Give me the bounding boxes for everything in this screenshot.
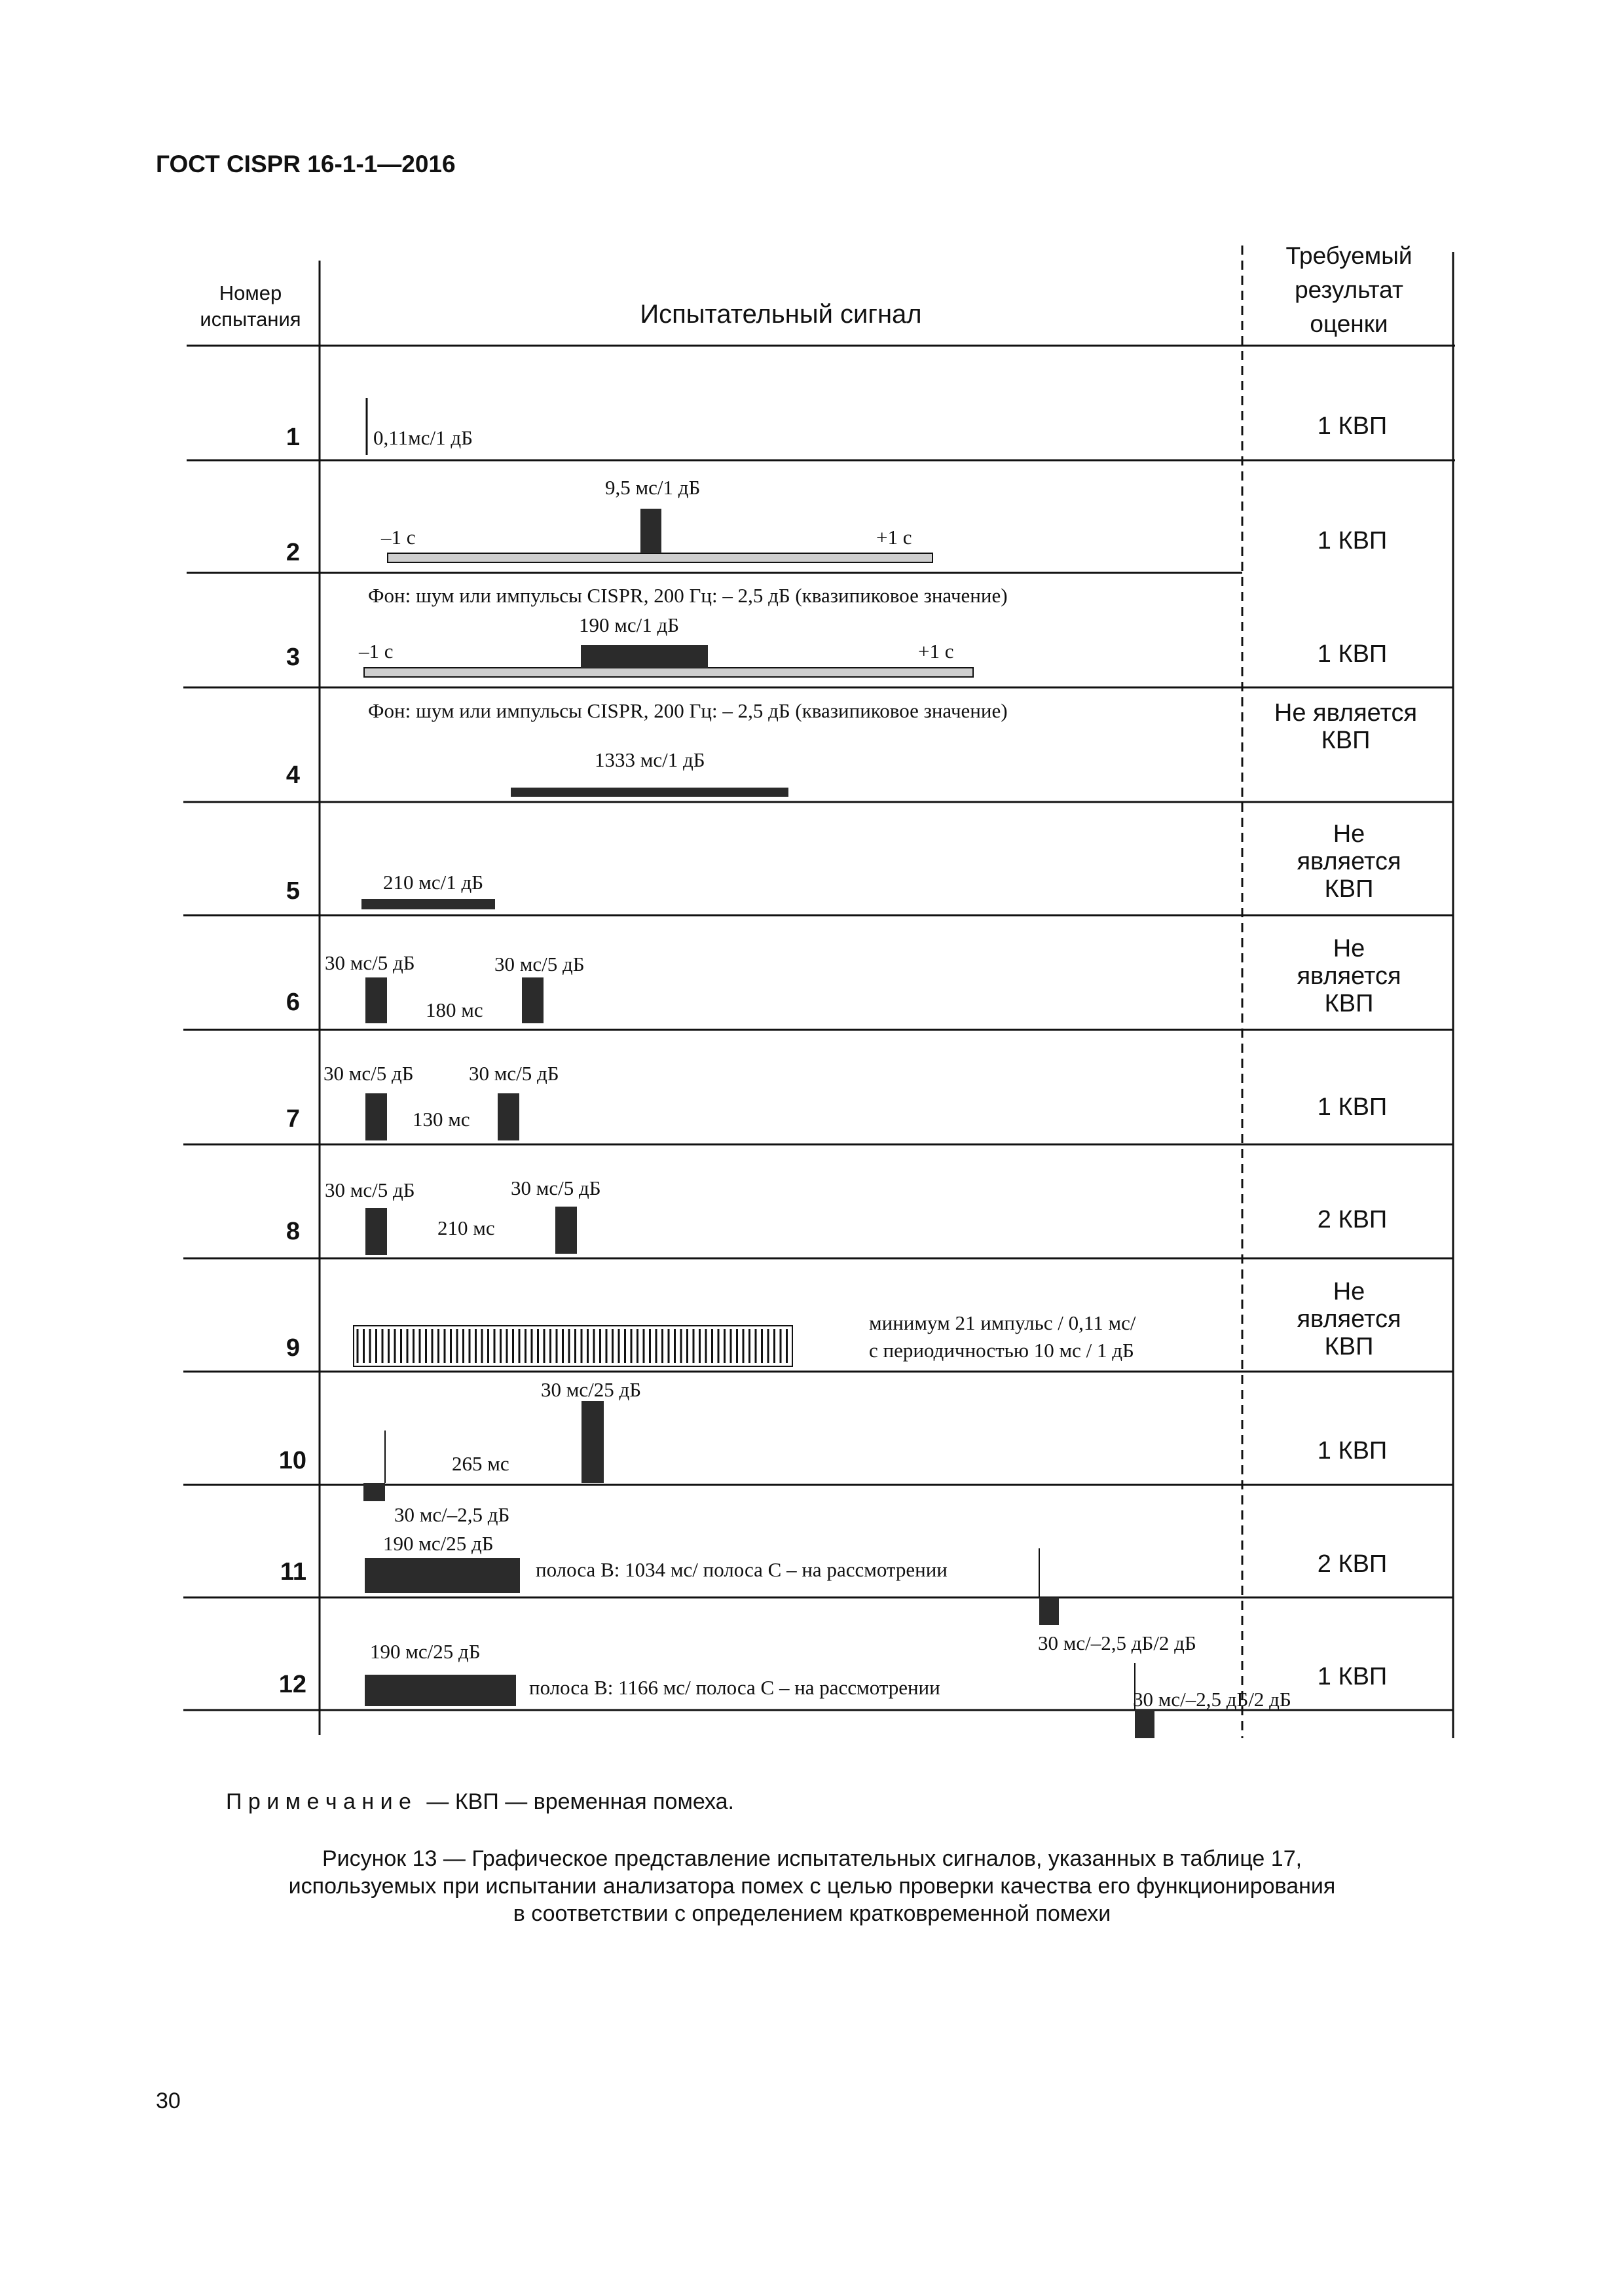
row3-background-bar [364, 668, 973, 677]
note-text: — КВП — временная помеха. [426, 1789, 734, 1814]
row9-description-line2: с периодичностью 10 мс / 1 дБ [869, 1339, 1134, 1362]
row-result: Не является КВП [1297, 1278, 1401, 1360]
row8-pulse2-label: 30 мс/5 дБ [511, 1176, 601, 1199]
column-heading-signal: Испытательный сигнал [640, 300, 922, 329]
row9-description-line1: минимум 21 импульс / 0,11 мс/ [869, 1311, 1136, 1334]
row5-pulse-label: 210 мс/1 дБ [383, 871, 484, 894]
row12-small-pulse [1135, 1710, 1154, 1738]
row3-start-label: –1 с [359, 640, 394, 663]
row-number: 2 [286, 539, 300, 566]
row-number: 9 [286, 1334, 300, 1362]
row6-pulse1-label: 30 мс/5 дБ [325, 951, 415, 974]
row10-interval-label: 265 мс [452, 1452, 509, 1475]
row-result: Не является КВП [1297, 935, 1401, 1017]
row6-pulse2-label: 30 мс/5 дБ [494, 953, 585, 975]
row2-start-label: –1 с [381, 526, 416, 549]
row11-small-pulse [1039, 1597, 1059, 1625]
row9-pulse-train [354, 1326, 792, 1366]
row2-pulse [640, 509, 661, 553]
row7-pulse1-label: 30 мс/5 дБ [323, 1062, 414, 1085]
document-code-header: ГОСТ CISPR 16-1-1—2016 [156, 151, 456, 177]
row8-pulse1-label: 30 мс/5 дБ [325, 1178, 415, 1201]
row-result: 2 КВП [1317, 1206, 1388, 1233]
row3-pulse [581, 645, 708, 668]
row-result: 1 КВП [1317, 527, 1388, 555]
row-result: 1 КВП [1317, 1663, 1388, 1690]
row-result: Не является КВП [1297, 820, 1401, 903]
row12-band-note: полоса В: 1166 мс/ полоса С – на рассмотрении [529, 1676, 940, 1699]
row-result: 1 КВП [1317, 640, 1388, 668]
row6-pulse-2 [522, 977, 544, 1023]
row7-pulse-1 [365, 1093, 387, 1140]
row10-pulse-low [363, 1483, 385, 1501]
row6-interval-label: 180 мс [426, 998, 483, 1021]
row8-pulse-1 [365, 1208, 387, 1255]
row-number: 8 [286, 1218, 300, 1245]
figure-caption [157, 1845, 1467, 1927]
row7-interval-label: 130 мс [413, 1108, 470, 1131]
row7-pulse2-label: 30 мс/5 дБ [469, 1062, 559, 1085]
row-number: 7 [286, 1105, 300, 1133]
row3-end-label: +1 с [918, 640, 954, 663]
row10-high-pulse-label: 30 мс/25 дБ [541, 1378, 642, 1401]
row4-pulse [511, 788, 788, 797]
row-number: 4 [286, 761, 300, 789]
column-heading-test-number-text: Номер испытания [200, 282, 301, 331]
row3-pulse-label: 190 мс/1 дБ [579, 613, 680, 636]
row10-low-pulse-label: 30 мс/–2,5 дБ [394, 1503, 510, 1526]
row-number: 12 [278, 1671, 306, 1698]
row12-pulse-label: 190 мс/25 дБ [370, 1640, 481, 1663]
caption-line-1: Рисунок 13 — Графическое представление испытательных сигналов, указанных в таблице 17, [322, 1846, 1302, 1871]
row-number: 3 [286, 644, 300, 671]
row-result: 1 КВП [1317, 1437, 1388, 1465]
row2-background-bar [388, 553, 932, 562]
row-number: 1 [286, 424, 300, 451]
row2-pulse-label: 9,5 мс/1 дБ [605, 476, 701, 499]
page-number: 30 [156, 2088, 181, 2113]
row-result: 2 КВП [1317, 1550, 1388, 1578]
figure-note [226, 1789, 734, 1815]
column-heading-test-number [183, 280, 318, 333]
caption-line-2: используемых при испытании анализатора помех с целью проверки качества его функционирования [288, 1874, 1336, 1899]
row3-background-note: Фон: шум или импульсы CISPR, 200 Гц: – 2,5 дБ (квазипиковое значение) [368, 699, 1008, 722]
row-result: 1 КВП [1317, 1093, 1388, 1121]
row-result: 1 КВП [1317, 412, 1388, 440]
row8-interval-label: 210 мс [437, 1216, 495, 1239]
caption-line-3: в соответствии с определением кратковременной помехи [513, 1901, 1111, 1926]
row11-pulse [365, 1558, 520, 1593]
row6-pulse-1 [365, 977, 387, 1023]
row11-small-pulse-label: 30 мс/–2,5 дБ/2 дБ [1038, 1631, 1196, 1654]
row11-band-note: полоса В: 1034 мс/ полоса С – на рассмотрении [536, 1558, 948, 1581]
row12-small-pulse-label: 30 мс/–2,5 дБ/2 дБ [1133, 1688, 1291, 1711]
row2-background-note: Фон: шум или импульсы CISPR, 200 Гц: – 2,5 дБ (квазипиковое значение) [368, 584, 1008, 607]
row-number: 10 [278, 1447, 306, 1474]
row2-end-label: +1 с [876, 526, 912, 549]
row10-pulse-high [581, 1401, 604, 1483]
column-heading-result: Требуемый результат оценки [1285, 242, 1412, 337]
row-number: 11 [280, 1558, 306, 1586]
row4-pulse-label: 1333 мс/1 дБ [595, 748, 705, 771]
row-number: 5 [286, 877, 300, 905]
row8-pulse-2 [555, 1207, 577, 1254]
row-result: Не является КВП [1274, 699, 1418, 754]
row-number: 6 [286, 989, 300, 1016]
note-prefix: П р и м е ч а н и е [226, 1789, 411, 1814]
row11-pulse-label: 190 мс/25 дБ [383, 1532, 494, 1555]
row5-pulse [361, 899, 495, 909]
row1-pulse-label: 0,11мс/1 дБ [373, 426, 473, 449]
row7-pulse-2 [498, 1093, 519, 1140]
row12-pulse [365, 1675, 516, 1706]
